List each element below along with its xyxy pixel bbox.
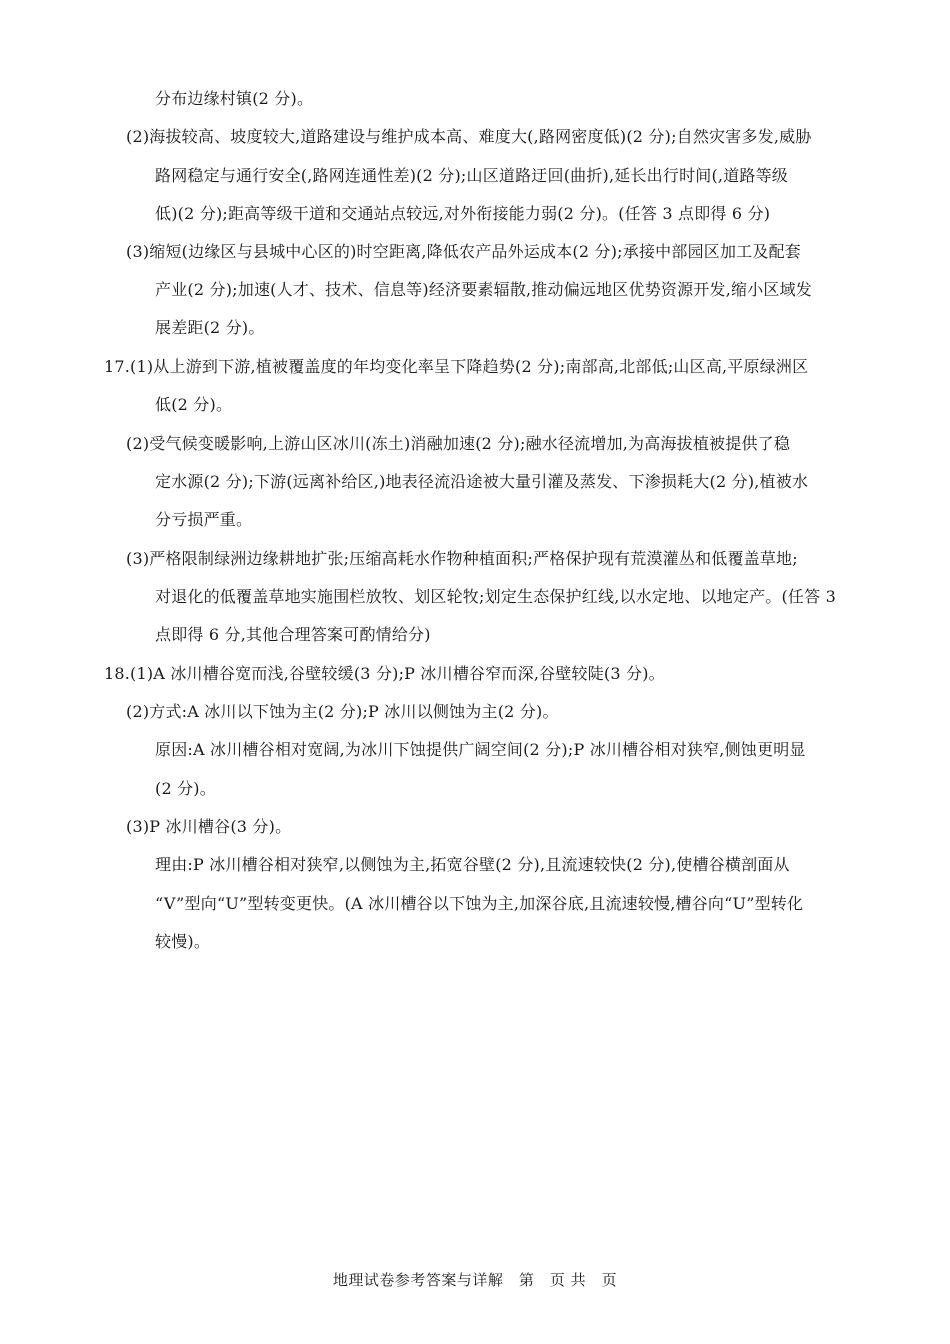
- text-line: 理由:P 冰川槽谷相对狭窄,以侧蚀为主,拓宽谷壁(2 分),且流速较快(2 分),使槽谷横剖面从: [155, 855, 790, 874]
- text-line: “V”型向“U”型转变更快。(A 冰川槽谷以下蚀为主,加深谷底,且流速较慢,槽谷向“U”型转化: [155, 894, 804, 913]
- text-line: (3)严格限制绿洲边缘耕地扩张;压缩高耗水作物种植面积;严格保护现有荒漠灌丛和低覆盖草地;: [126, 549, 798, 568]
- text-line: 点即得 6 分,其他合理答案可酌情给分): [155, 625, 431, 644]
- text-line: (3)缩短(边缘区与县城中心区的)时空距离,降低农产品外运成本(2 分);承接中部园区加工及配套: [126, 242, 801, 261]
- text-line: 分亏损严重。: [155, 510, 253, 529]
- text-line: 较慢)。: [155, 932, 211, 951]
- text-line: (2 分)。: [155, 779, 216, 798]
- question-17-line: 17.(1)从上游到下游,植被覆盖度的年均变化率呈下降趋势(2 分);南部高,北部低;山区高,平原绿洲区: [104, 357, 809, 376]
- text-line: (2)海拔较高、坡度较大,道路建设与维护成本高、难度大(,路网密度低)(2 分);自然灾害多发,威胁: [126, 127, 812, 146]
- text-line: 产业(2 分);加速(人才、技术、信息等)经济要素辐散,推动偏远地区优势资源开发,缩小区域发: [155, 280, 812, 299]
- page-footer: 地理试卷参考答案与详解 第 页 共 页: [332, 1271, 618, 1289]
- text-line: 低(2 分)。: [155, 395, 233, 414]
- text-line: 定水源(2 分);下游(远离补给区,)地表径流沿途被大量引灌及蒸发、下渗损耗大(2 分),植被水: [155, 472, 809, 491]
- text-line: 路网稳定与通行安全(,路网连通性差)(2 分);山区道路迂回(曲折),延长出行时间(,道路等级: [155, 166, 789, 185]
- text-line: (2)方式:A 冰川以下蚀为主(2 分);P 冰川以侧蚀为主(2 分)。: [126, 702, 559, 721]
- text-line: 原因:A 冰川槽谷相对宽阔,为冰川下蚀提供广阔空间(2 分);P 冰川槽谷相对狭窄,侧蚀更明显: [155, 740, 806, 759]
- text-line: (2)受气候变暖影响,上游山区冰川(冻土)消融加速(2 分);融水径流增加,为高海拔植被提供了稳: [126, 434, 791, 453]
- text-line: (3)P 冰川槽谷(3 分)。: [126, 817, 292, 836]
- text-line: 低)(2 分);距高等级干道和交通站点较远,对外衔接能力弱(2 分)。(任答 3 点即得 6 分): [155, 204, 771, 223]
- text-line: 展差距(2 分)。: [155, 318, 265, 337]
- question-18-line: 18.(1)A 冰川槽谷宽而浅,谷壁较缓(3 分);P 冰川槽谷窄而深,谷壁较陡(3 分)。: [104, 664, 665, 683]
- text-line: 对退化的低覆盖草地实施围栏放牧、划区轮牧;划定生态保护红线,以水定地、以地定产。(任答 3: [155, 587, 836, 606]
- text-line: 分布边缘村镇(2 分)。: [155, 89, 314, 108]
